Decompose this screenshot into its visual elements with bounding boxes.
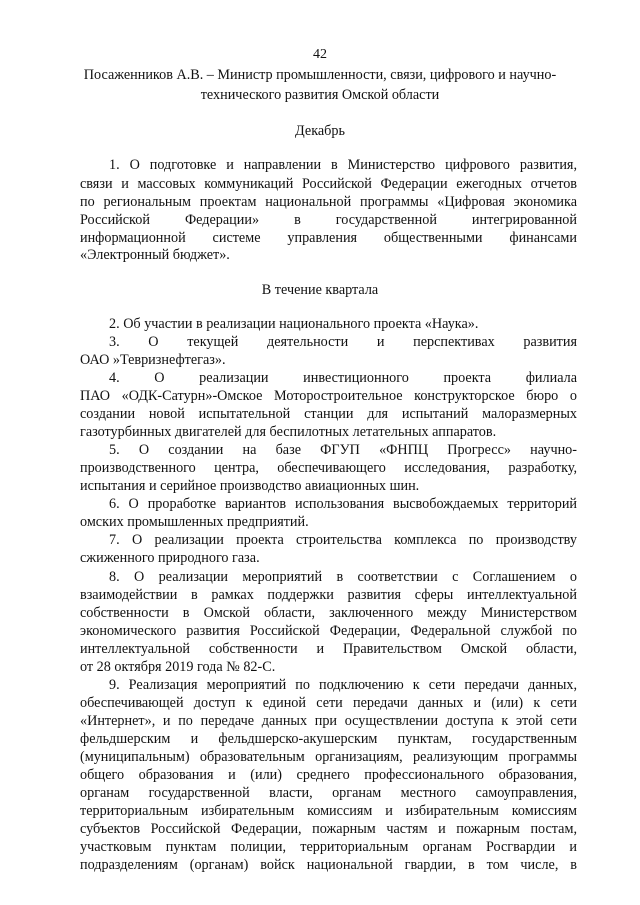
paragraph-9-line: общего образования и (или) среднего профессионального образования, — [80, 767, 577, 783]
paragraph-7-line: сжиженного природного газа. — [80, 550, 260, 566]
paragraph-4-line: ПАО «ОДК-Сатурн»-Омское Моторостроительное конструкторское бюро о — [80, 388, 577, 404]
paragraph-5-line: производственного центра, обеспечивающего исследования, разработку, — [80, 460, 577, 476]
paragraph-8-line: экономического развития Российской Федерации, Федеральной службой по — [80, 623, 577, 639]
header-line-1: Посаженников А.В. – Министр промышленности, связи, цифрового и научно- — [83, 67, 557, 83]
header-line-2: технического развития Омской области — [200, 87, 440, 103]
paragraph-9-line: фельдшерским и фельдшерско-акушерским пунктам, государственным — [80, 731, 577, 747]
paragraph-8-line: интеллектуальной собственности и Правительством Омской области, — [80, 641, 577, 657]
paragraph-1-line: информационной системе управления общественными финансами — [80, 230, 577, 246]
paragraph-8-line: собственности в Омской области, заключенного между Министерством — [80, 605, 577, 621]
paragraph-4-line: 4. О реализации инвестиционного проекта филиала — [109, 370, 577, 386]
paragraph-8-line: от 28 октября 2019 года № 82-С. — [80, 659, 276, 675]
paragraph-6-line: омских промышленных предприятий. — [80, 514, 309, 530]
paragraph-1-line: по региональным проектам национальной программы «Цифровая экономика — [80, 194, 577, 210]
section-title-december: Декабрь — [295, 123, 345, 139]
paragraph-9-line: участковым пунктам полиции, территориальным органам Росгвардии и — [80, 839, 577, 855]
paragraph-9-line: обеспечивающей доступ к единой сети передачи данных и (или) к сети — [80, 695, 577, 711]
paragraph-8-line: 8. О реализации мероприятий в соответствии с Соглашением о — [109, 569, 577, 585]
paragraph-7-line: 7. О реализации проекта строительства комплекса по производству — [109, 532, 577, 548]
paragraph-6-line: 6. О проработке вариантов использования высвобождаемых территорий — [109, 496, 577, 512]
paragraph-9-line: территориальным избирательным комиссиям и избирательным комиссиям — [80, 803, 577, 819]
paragraph-1-line: «Электронный бюджет». — [80, 247, 230, 263]
paragraph-9-line: подразделениям (органам) войск национальной гвардии, в том числе, в — [80, 857, 577, 873]
paragraph-9-line: «Интернет», и по передаче данных при осуществлении доступа к этой сети — [80, 713, 577, 729]
paragraph-1-line: Российской Федерации» в государственной интегрированной — [80, 212, 577, 228]
paragraph-9-line: (муниципальным) образовательным организациям, реализующим программы — [80, 749, 577, 765]
paragraph-1-line: связи и массовых коммуникаций Российской Федерации ежегодных отчетов — [80, 176, 577, 192]
paragraph-5-line: испытания и серийное производство авиационных шин. — [80, 478, 420, 494]
paragraph-9-line: органам государственной власти, органам местного самоуправления, — [80, 785, 577, 801]
paragraph-3-line: ОАО »Тевризнефтегаз». — [80, 352, 226, 368]
paragraph-8-line: взаимодействии в рамках поддержки развития сферы интеллектуальной — [80, 587, 577, 603]
page-number: 42 — [313, 47, 327, 62]
section-title-quarter: В течение квартала — [261, 282, 379, 298]
paragraph-4-line: газотурбинных двигателей для беспилотных летательных аппаратов. — [80, 424, 497, 440]
paragraph-9-line: 9. Реализация мероприятий по подключению к сети передачи данных, — [109, 677, 577, 693]
paragraph-2-line: 2. Об участии в реализации национального проекта «Наука». — [109, 316, 479, 332]
paragraph-9-line: субъектов Российской Федерации, пожарным частям и пожарным постам, — [80, 821, 577, 837]
paragraph-3-line: 3. О текущей деятельности и перспективах развития — [109, 334, 577, 350]
paragraph-4-line: создании новой испытательной станции для испытаний малоразмерных — [80, 406, 577, 422]
paragraph-5-line: 5. О создании на базе ФГУП «ФНПЦ Прогресс» научно- — [109, 442, 577, 458]
paragraph-1-line: 1. О подготовке и направлении в Министерство цифрового развития, — [109, 157, 577, 173]
